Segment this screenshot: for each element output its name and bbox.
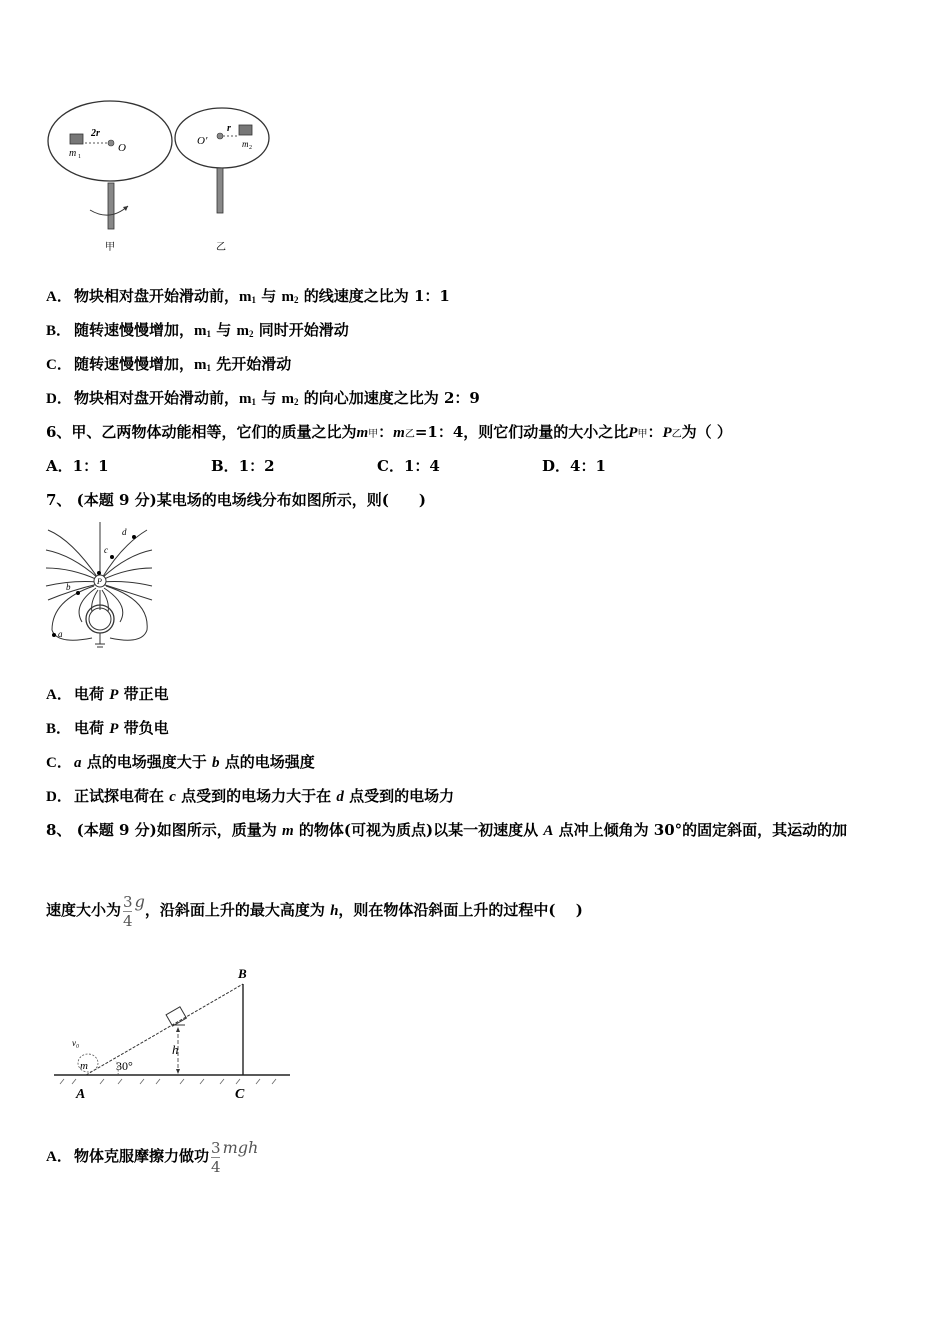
q6-option-d[interactable]: D．4：1 (542, 457, 606, 475)
q8-option-a[interactable]: A． 物体克服摩擦力做功 $\frac{3}{4}$ mgh (46, 1138, 259, 1176)
label-C: C (235, 1087, 245, 1102)
q5-option-d[interactable]: D． 物块相对盘开始滑动前，$m_1$ 与 $m_2$ 的向心加速度之比为 2：9 (46, 389, 480, 407)
q6-stem: 6、甲、乙两物体动能相等，它们的质量之比为m甲：m乙=1：4，则它们动量的大小之比P甲：P乙为（ ） (46, 423, 732, 441)
rotating-discs-figure (40, 98, 280, 258)
q7-option-d[interactable]: D． 正试探电荷在 c 点受到的电场力大于在 d 点受到的电场力 (46, 787, 455, 805)
label-m1: m (69, 148, 77, 159)
q7-option-a[interactable]: A． 电荷 P 带正电 (46, 685, 169, 703)
q5-option-c[interactable]: C． 随转速慢慢增加，$m_1$ 先开始滑动 (46, 355, 292, 373)
label-d: d (122, 527, 127, 537)
label-c: c (104, 545, 108, 555)
label-A: A (76, 1087, 86, 1102)
q6-option-a[interactable]: A．1：1 (46, 457, 109, 475)
label-b: b (66, 582, 71, 592)
label-a: a (58, 629, 63, 639)
label-v0: v₀ (72, 1038, 80, 1048)
label-O: O (118, 142, 126, 154)
label-2r: 2r (91, 128, 100, 139)
label-O-prime: O′ (197, 135, 208, 147)
label-m1-sub: 1 (78, 154, 81, 160)
label-m2-sub: 2 (249, 145, 252, 151)
label-m2: m (242, 139, 249, 149)
q8-stem-line1: 8、 (本题 9 分)如图所示，质量为 m 的物体(可视为质点)以某一初速度从 A 点冲上倾角为 30°的固定斜面，其运动的加 (46, 821, 848, 839)
q5-option-b[interactable]: B． 随转速慢慢增加，$m_1$ 与 $m_2$ 同时开始滑动 (46, 321, 349, 339)
label-jia: 甲 (105, 242, 115, 253)
label-m: m (80, 1060, 88, 1072)
label-B: B (238, 966, 247, 981)
incline-figure (50, 958, 295, 1103)
electric-field-figure (42, 520, 162, 655)
label-h: h (172, 1042, 179, 1057)
fraction-3-4: $\frac{3}{4}$ (123, 892, 133, 930)
label-30deg: 30° (116, 1059, 133, 1073)
q7-option-b[interactable]: B． 电荷 P 带负电 (46, 719, 169, 737)
q7-option-c[interactable]: C． a 点的电场强度大于 b 点的电场强度 (46, 753, 315, 771)
label-r: r (227, 123, 231, 134)
q6-option-b[interactable]: B．1：2 (211, 457, 275, 475)
label-P: P (97, 577, 102, 586)
fraction-3-4: $\frac{3}{4}$ (211, 1138, 221, 1176)
q6-option-c[interactable]: C．1：4 (377, 457, 440, 475)
q7-stem: 7、 (本题 9 分)某电场的电场线分布如图所示，则( ) (46, 491, 426, 509)
q5-option-a[interactable]: A． 物块相对盘开始滑动前，$m_1$ 与 $m_2$ 的线速度之比为 1：1 (46, 287, 450, 305)
q8-stem-line2: 速度大小为 $\frac{3}{4}$ g，沿斜面上升的最大高度为 h，则在物体沿斜面上升的过程中( ) (46, 892, 583, 930)
label-yi: 乙 (216, 242, 226, 253)
